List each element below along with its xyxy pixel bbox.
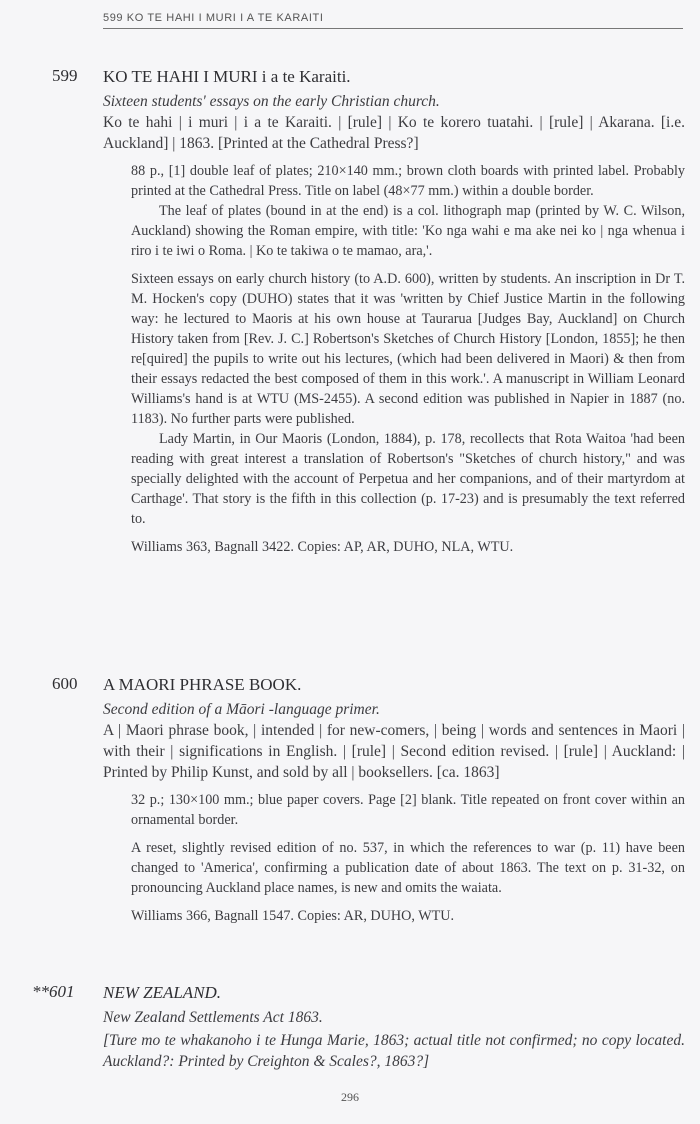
physical-description: 88 p., [1] double leaf of plates; 210×140 mm.; brown cloth boards with printed label. Probably printed at the Cathedral Press. Title on label (48×77 mm.) within a double border. bbox=[131, 163, 685, 199]
entry-title: A MAORI PHRASE BOOK. bbox=[103, 675, 302, 694]
entry-notes bbox=[131, 161, 685, 557]
title-page-transcription: [Ture mo te whakanoho i te Hunga Marie, 1863; actual title not confirmed; no copy located. Auckland?: Printed by Creighton & Scales?, 1863?] bbox=[103, 1032, 685, 1070]
entry-notes bbox=[131, 790, 685, 926]
entry-number: **601 bbox=[32, 982, 75, 1001]
running-head: 599 KO TE HAHI I MURI I A TE KARAITI bbox=[103, 12, 683, 29]
entry-subtitle: New Zealand Settlements Act 1863. bbox=[103, 1009, 323, 1026]
content-note: Sixteen essays on early church history (to A.D. 600), written by students. An inscription in Dr T. M. Hocken's copy (DUHO) states that it was 'written by Chief Justice Martin in the following way: he lectured to Maoris at his own house at Taurarua [Judges Bay, Auckland] on Church History taken from [Rev. J. C.] Robertson's Sketches of Church History [London, 1855]; he then re[quired] the pupils to write out his lectures, (which had been delivered in Maori) & then from their essays redacted the best composed of them in this work.'. A manuscript in William Leonard Williams's hand is at WTU (MS-2455). A second edition was published in Napier in 1887 (no. 1183). No further parts were published. bbox=[131, 271, 685, 427]
title-page-transcription: A | Maori phrase book, | intended | for new-comers, | being | words and sentences in Maori | with their | significations in English. | [rule] | Second edition revised. | [rule] | Auckland: | Printed by Philip Kunst, and sold by all | booksellers. [ca. 1863] bbox=[103, 722, 685, 781]
entry-number: 599 bbox=[52, 66, 78, 85]
title-page-transcription: Ko te hahi | i muri | i a te Karaiti. | [rule] | Ko te korero tuatahi. | [rule] | Akarana. [i.e. Auckland] | 1863. [Printed at the Cathedral Press?] bbox=[103, 114, 685, 152]
entry-title: KO TE HAHI I MURI i a te Karaiti. bbox=[103, 67, 351, 86]
entry-title: NEW ZEALAND. bbox=[103, 983, 222, 1002]
entry-subtitle: Second edition of a Māori -language primer. bbox=[103, 701, 380, 718]
page-number: 296 bbox=[341, 1090, 359, 1104]
references: Williams 363, Bagnall 3422. Copies: AP, AR, DUHO, NLA, WTU. bbox=[131, 539, 514, 555]
entry-number: 600 bbox=[52, 674, 78, 693]
physical-description-plates: The leaf of plates (bound in at the end) is a col. lithograph map (printed by W. C. Wilson, Auckland) showing the Roman empire, with title: 'Ko nga wahi e ma ake nei ko | nga whenua i riro i te iwi o Roma. | Ko te takiwa o te mamao, ara,'. bbox=[131, 203, 685, 259]
physical-description: 32 p.; 130×100 mm.; blue paper covers. Page [2] blank. Title repeated on front cover within an ornamental border. bbox=[131, 792, 685, 828]
content-note-2: Lady Martin, in Our Maoris (London, 1884), p. 178, recollects that Rota Waitoa 'had been reading with great interest a translation of Robertson's "Sketches of church history," and was specially delighted with the account of Perpetua and her companions, and of their martyrdom at Carthage'. That story is the fifth in this collection (p. 17-23) and is presumably the text referred to. bbox=[131, 431, 685, 527]
references: Williams 366, Bagnall 1547. Copies: AR, DUHO, WTU. bbox=[131, 908, 455, 924]
content-note: A reset, slightly revised edition of no. 537, in which the references to war (p. 11) have been changed to 'America', confirming a publication date of about 1863. The text on p. 31-32, on pronouncing Auckland place names, is new and omits the waiata. bbox=[131, 840, 685, 896]
entry-subtitle: Sixteen students' essays on the early Christian church. bbox=[103, 93, 440, 110]
